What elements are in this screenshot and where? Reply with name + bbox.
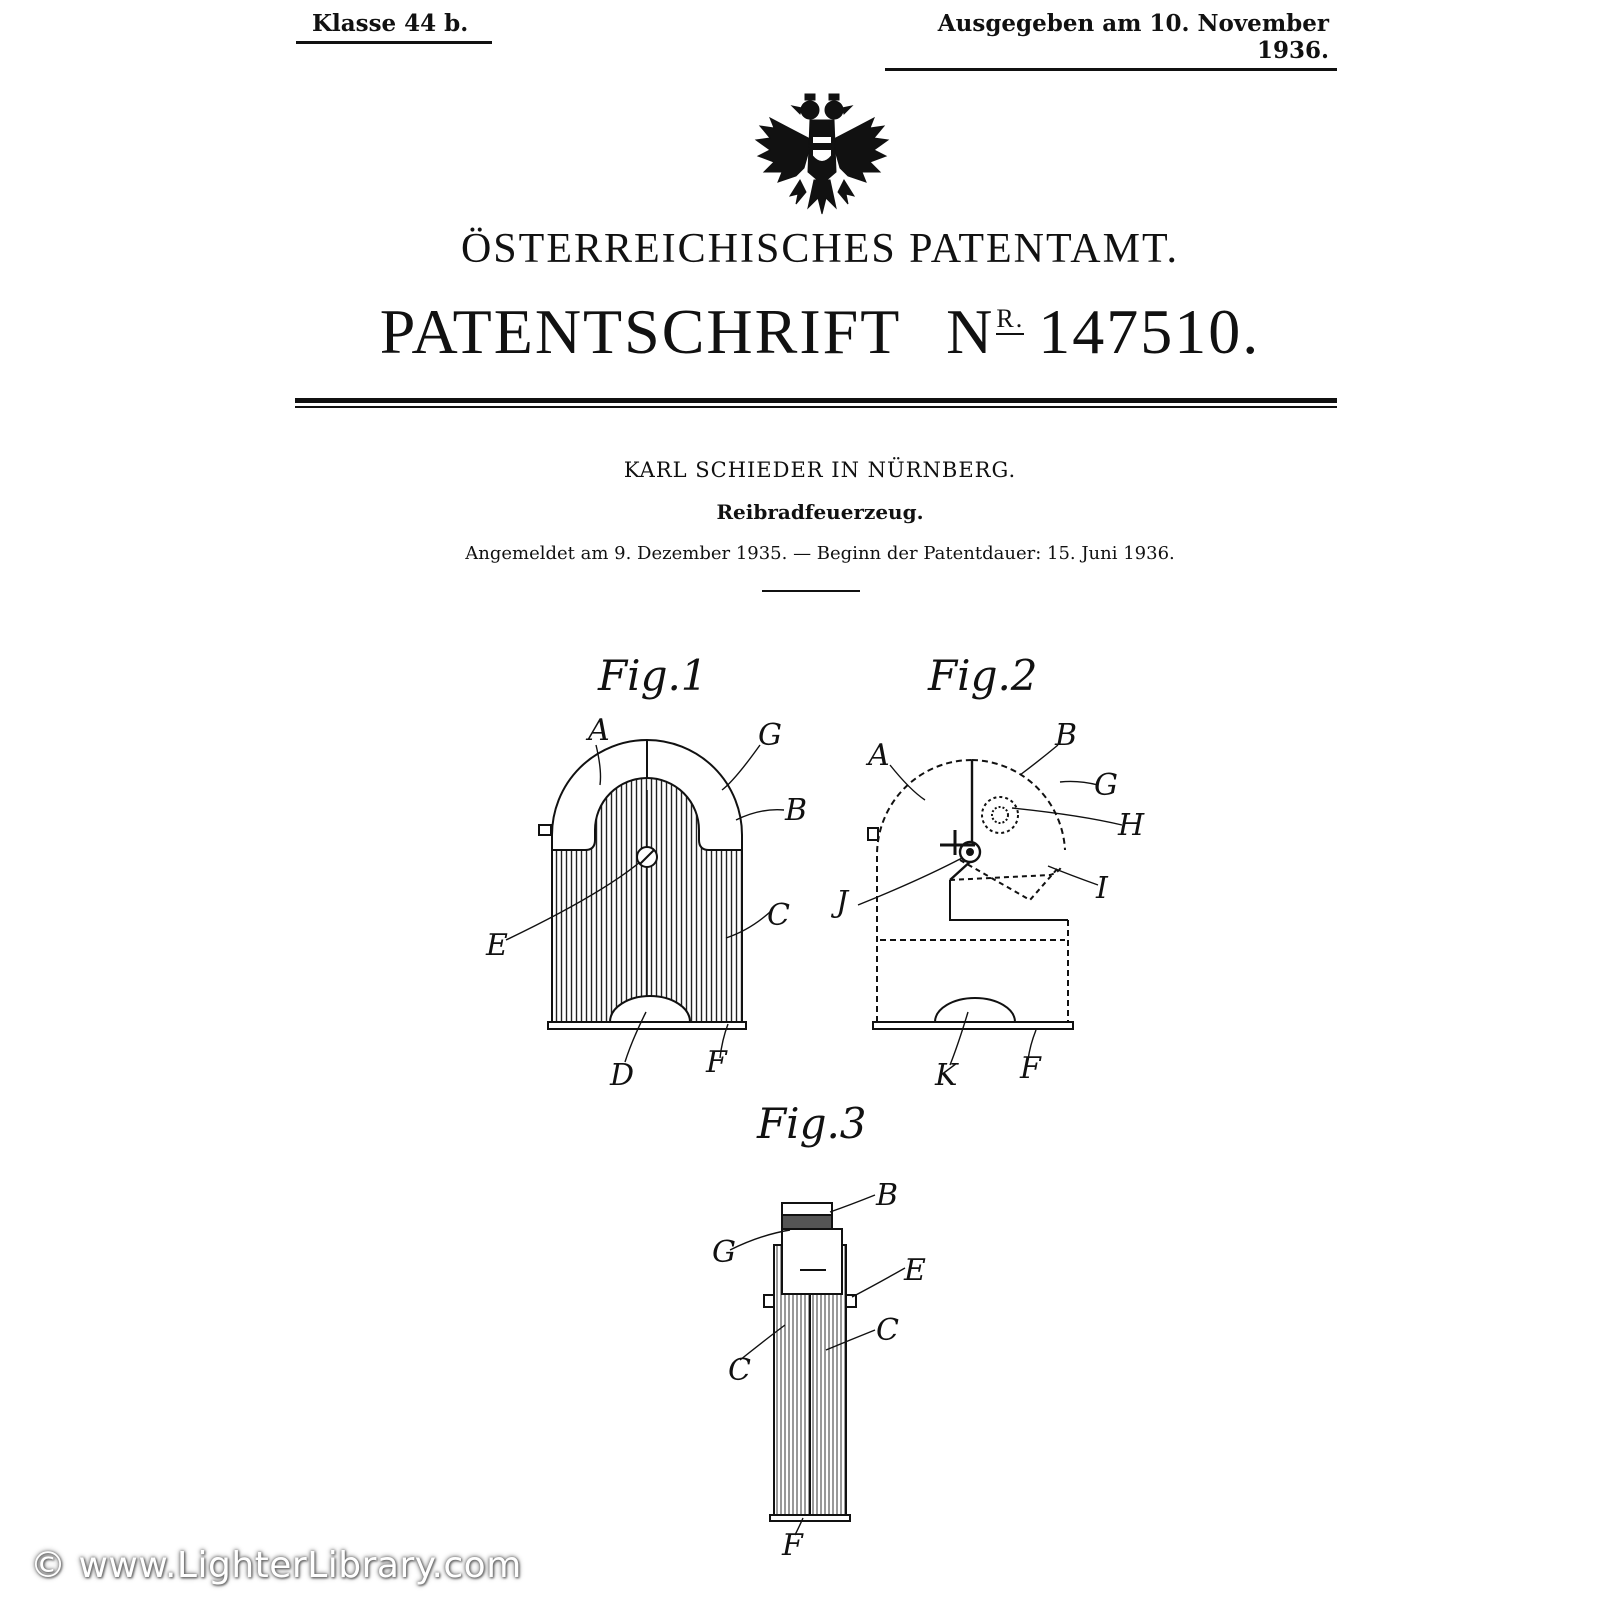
- fig1-label-A: A: [588, 713, 610, 748]
- fig2-label-B: B: [1055, 718, 1078, 753]
- fig2-label-G: G: [1094, 768, 1118, 803]
- fig2-title: Fig.2: [928, 651, 1038, 700]
- fig2-label-K: K: [935, 1058, 958, 1093]
- klasse-label: Klasse 44 b.: [296, 10, 492, 44]
- fig1-label-D: D: [610, 1058, 635, 1093]
- fig2-label-J: J: [836, 885, 849, 920]
- issue-date: Ausgegeben am 10. November 1936.: [885, 10, 1337, 71]
- figure-2: [858, 651, 1122, 1065]
- fig1-label-C: C: [767, 898, 790, 933]
- fig3-label-F: F: [782, 1528, 803, 1563]
- fig2-label-I: I: [1096, 871, 1108, 906]
- watermark: © www.LighterLibrary.com: [30, 1545, 522, 1586]
- patent-title: Reibradfeuerzeug.: [716, 500, 924, 524]
- patent-nr-suffix: R.: [996, 304, 1025, 333]
- fig3-label-G: G: [712, 1235, 736, 1270]
- fig2-label-H: H: [1118, 808, 1145, 843]
- fig1-label-F: F: [706, 1045, 727, 1080]
- application-dates: Angemeldet am 9. Dezember 1935. — Beginn der Patentdauer: 15. Juni 1936.: [465, 543, 1175, 564]
- fig1-title: Fig.1: [598, 651, 708, 700]
- fig1-label-G: G: [758, 718, 782, 753]
- fig3-label-B: B: [876, 1178, 899, 1213]
- fig2-label-F: F: [1020, 1051, 1041, 1086]
- fig3-label-C-left: C: [728, 1353, 751, 1388]
- patent-prefix: PATENTSCHRIFT: [379, 296, 901, 367]
- fig1-label-B: B: [785, 793, 808, 828]
- inventor: KARL SCHIEDER IN NÜRNBERG.: [623, 458, 1017, 482]
- fig1-label-E: E: [486, 928, 508, 963]
- fig3-title: Fig.3: [757, 1099, 867, 1148]
- patent-nr: N: [946, 296, 995, 367]
- patent-number: 147510.: [1038, 296, 1261, 367]
- figure-2-labels: [830, 718, 1145, 1093]
- patent-office-name: ÖSTERREICHISCHES PATENTAMT.: [460, 226, 1180, 272]
- fig2-label-A: A: [868, 738, 890, 773]
- fig3-label-C-right: C: [876, 1313, 899, 1348]
- figure-1: [506, 651, 784, 1062]
- fig3-label-E: E: [904, 1253, 926, 1288]
